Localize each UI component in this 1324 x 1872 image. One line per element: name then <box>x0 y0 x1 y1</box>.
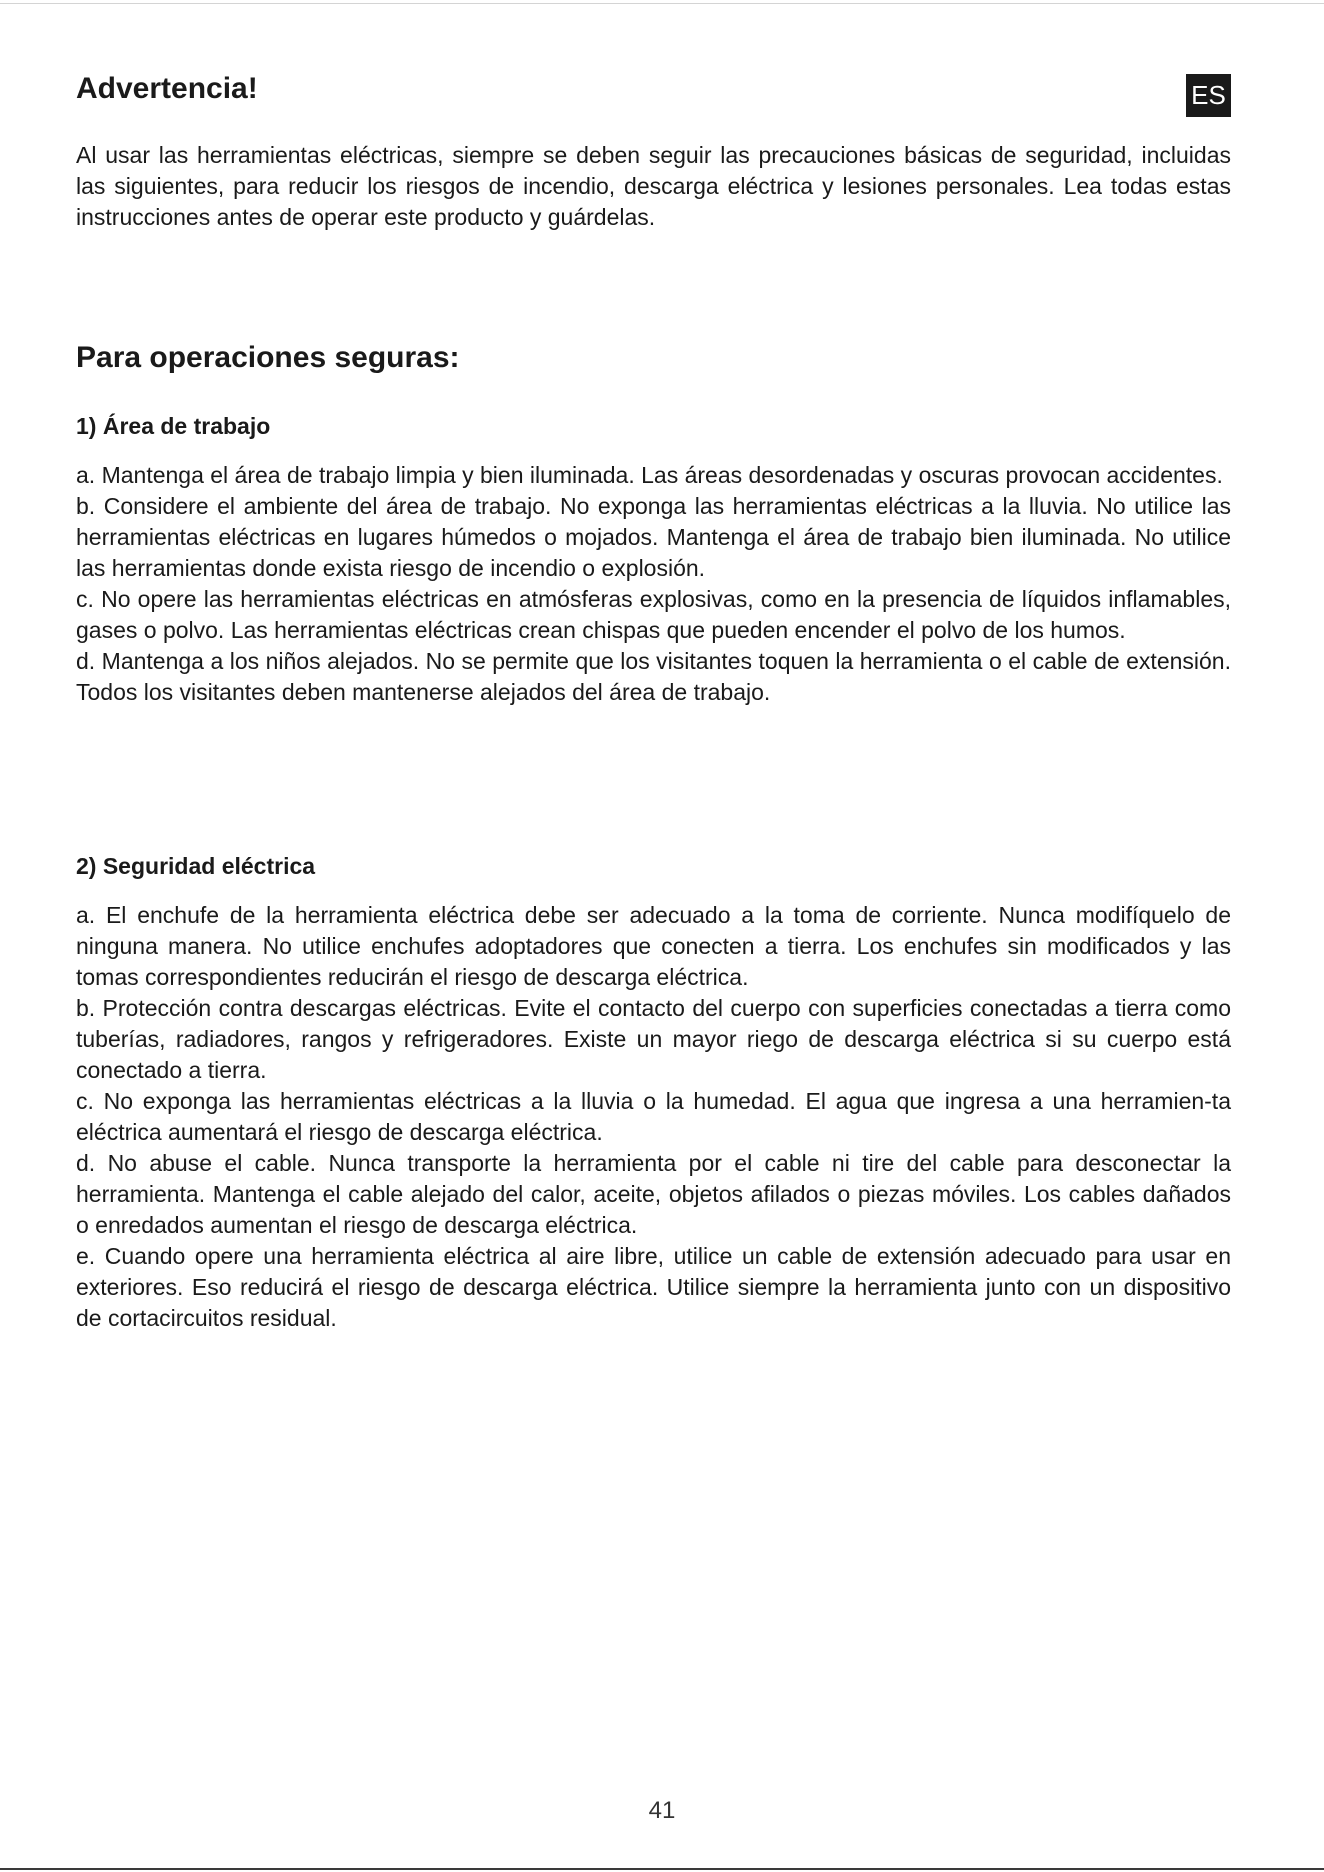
electrical-item-d: d. No abuse el cable. Nunca transporte la herramienta por el cable ni tire del cable para desconectar la herramienta. Mantenga el cable alejado del calor, aceite, objetos afilados o piezas móviles. Los cables dañados o enredados aumentan el riesgo de descarga eléctrica. <box>76 1150 1231 1238</box>
section-work-area-body <box>76 460 1231 708</box>
section-electrical-safety-body <box>76 900 1231 1334</box>
page-number: 41 <box>648 1797 676 1824</box>
work-area-item-d: d. Mantenga a los niños alejados. No se permite que los visitantes toquen la herramienta o el cable de extensión. Todos los visitantes deben mantenerse alejados del área de trabajo. <box>76 648 1231 705</box>
work-area-item-b: b. Considere el ambiente del área de trabajo. No exponga las herramientas eléctricas a la lluvia. No utilice las herramientas eléctricas en lugares húmedos o mojados. Mantenga el área de trabajo bien iluminada. No utilice las herramientas donde exista riesgo de incendio o explosión. <box>76 493 1231 581</box>
electrical-item-e: e. Cuando opere una herramienta eléctrica al aire libre, utilice un cable de extensión adecuado para usar en exteriores. Eso reducirá el riesgo de descarga eléctrica. Utilice siempre la herramienta junto con un dispositivo de cortacircuitos residual. <box>76 1243 1231 1331</box>
electrical-item-b: b. Protección contra descargas eléctricas. Evite el contacto del cuerpo con superficies conectadas a tierra como tuberías, radiadores, rangos y refrigeradores. Existe un mayor riego de descarga eléctrica si su cuerpo está conectado a tierra. <box>76 995 1231 1083</box>
intro-paragraph: Al usar las herramientas eléctricas, siempre se deben seguir las precauciones básicas de seguridad, incluidas las siguientes, para reducir los riesgos de incendio, descarga eléctrica y lesiones personales. Lea todas estas instrucciones antes de operar este producto y guárdelas. <box>76 142 1231 230</box>
warning-title: Advertencia! <box>76 72 258 105</box>
safe-operations-title: Para operaciones seguras: <box>76 341 460 374</box>
electrical-item-a: a. El enchufe de la herramienta eléctrica debe ser adecuado a la toma de corriente. Nunca modifíquelo de ninguna manera. No utilice enchufes adoptadores que conecten a tierra. Los enchufes sin modificados y las tomas correspondientes reducirán el riesgo de descarga eléctrica. <box>76 902 1231 990</box>
language-badge: ES <box>1186 74 1231 117</box>
electrical-item-c: c. No exponga las herramientas eléctricas a la lluvia o la humedad. El agua que ingresa a una herramien-ta eléctrica aumentará el riesgo de descarga eléctrica. <box>76 1088 1231 1145</box>
section-title-work-area: 1) Área de trabajo <box>76 413 271 439</box>
work-area-item-c: c. No opere las herramientas eléctricas en atmósferas explosivas, como en la presencia de líquidos inflamables, gases o polvo. Las herramientas eléctricas crean chispas que pueden encender el polvo de los humos. <box>76 586 1231 643</box>
section-title-electrical-safety: 2) Seguridad eléctrica <box>76 853 316 879</box>
top-rule <box>0 3 1324 4</box>
work-area-item-a: a. Mantenga el área de trabajo limpia y bien iluminada. Las áreas desordenadas y oscuras provocan accidentes. <box>76 462 1223 488</box>
bottom-rule <box>0 1868 1324 1870</box>
